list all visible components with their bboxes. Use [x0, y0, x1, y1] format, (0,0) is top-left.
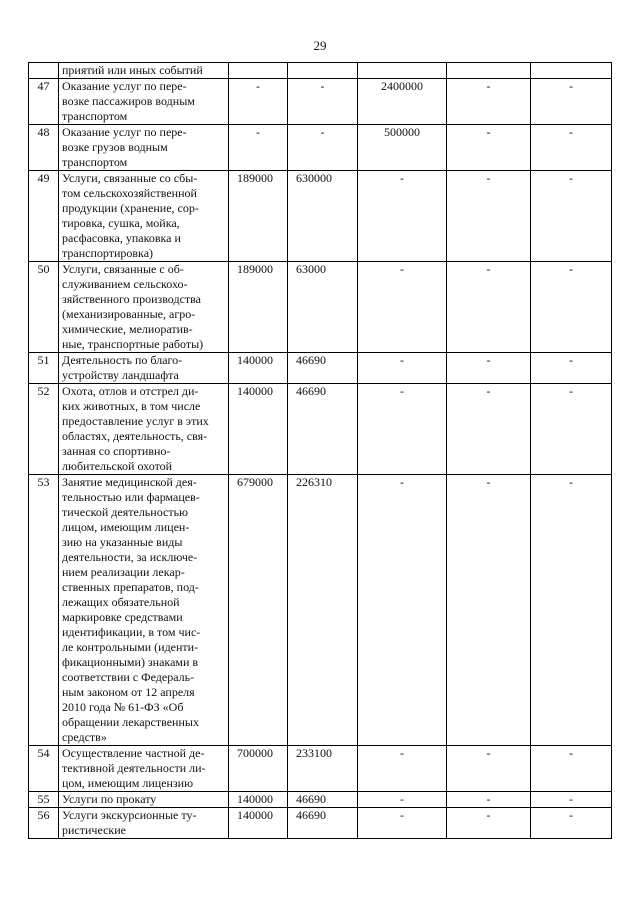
row-number: 56	[29, 808, 59, 839]
value-cell: -	[447, 353, 531, 384]
value-cell: -	[531, 746, 612, 792]
activity-description: Оказание услуг по пере- возке грузов водным транспортом	[59, 125, 229, 171]
activity-description: Деятельность по благо- устройству ландшафта	[59, 353, 229, 384]
value-cell: -	[531, 384, 612, 475]
table-row	[29, 808, 612, 839]
row-number: 49	[29, 171, 59, 262]
value-cell: 140000	[229, 384, 288, 475]
value-cell: 46690	[288, 792, 358, 808]
activity-description: Услуги по прокату	[59, 792, 229, 808]
value-cell: -	[531, 171, 612, 262]
value-cell: 189000	[229, 262, 288, 353]
value-cell: -	[358, 792, 447, 808]
value-cell: -	[447, 384, 531, 475]
row-number: 54	[29, 746, 59, 792]
table-row	[29, 384, 612, 475]
row-number: 50	[29, 262, 59, 353]
table-row	[29, 353, 612, 384]
value-cell: -	[531, 125, 612, 171]
value-cell: 189000	[229, 171, 288, 262]
page-number: 29	[313, 38, 327, 53]
value-cell: -	[447, 746, 531, 792]
value-cell: -	[531, 475, 612, 746]
activity-description: Услуги экскурсионные ту- ристические	[59, 808, 229, 839]
value-cell: -	[229, 79, 288, 125]
value-cell	[358, 63, 447, 79]
value-cell: -	[447, 79, 531, 125]
row-number: 48	[29, 125, 59, 171]
value-cell: 226310	[288, 475, 358, 746]
value-cell: -	[358, 262, 447, 353]
tax-rates-table	[28, 62, 612, 839]
value-cell: -	[358, 384, 447, 475]
value-cell: -	[447, 262, 531, 353]
value-cell: -	[358, 475, 447, 746]
row-number: 51	[29, 353, 59, 384]
row-number	[29, 63, 59, 79]
table-row	[29, 171, 612, 262]
value-cell	[447, 63, 531, 79]
table-row	[29, 63, 612, 79]
value-cell: -	[358, 808, 447, 839]
value-cell: -	[531, 79, 612, 125]
value-cell: 140000	[229, 808, 288, 839]
value-cell: -	[447, 125, 531, 171]
activity-description: Охота, отлов и отстрел ди- ких животных, в том числе предоставление услуг в этих областях, деятельность, свя- занная со спортивно- любительской охотой	[59, 384, 229, 475]
value-cell: 140000	[229, 353, 288, 384]
row-number: 53	[29, 475, 59, 746]
table-row	[29, 125, 612, 171]
value-cell: 63000	[288, 262, 358, 353]
value-cell: 500000	[358, 125, 447, 171]
value-cell: -	[447, 808, 531, 839]
table-row	[29, 746, 612, 792]
row-number: 52	[29, 384, 59, 475]
value-cell: 700000	[229, 746, 288, 792]
value-cell: 46690	[288, 353, 358, 384]
value-cell	[229, 63, 288, 79]
activity-description: Услуги, связанные с об- служиванием сельскохо- зяйственного производства (механизированные, агро- химические, мелиоратив- ные, транспортные работы)	[59, 262, 229, 353]
value-cell: -	[531, 808, 612, 839]
activity-description: приятий или иных событий	[59, 63, 229, 79]
table-row	[29, 792, 612, 808]
value-cell: 46690	[288, 808, 358, 839]
value-cell: -	[288, 79, 358, 125]
activity-description: Оказание услуг по пере- возке пассажиров водным транспортом	[59, 79, 229, 125]
value-cell: -	[447, 171, 531, 262]
value-cell: -	[358, 171, 447, 262]
table-row	[29, 262, 612, 353]
value-cell: -	[358, 746, 447, 792]
value-cell: -	[358, 353, 447, 384]
value-cell	[531, 63, 612, 79]
value-cell: -	[229, 125, 288, 171]
table-row	[29, 475, 612, 746]
value-cell: -	[288, 125, 358, 171]
value-cell: -	[447, 475, 531, 746]
table-row	[29, 79, 612, 125]
value-cell: 46690	[288, 384, 358, 475]
value-cell: 679000	[229, 475, 288, 746]
activity-description: Осуществление частной де- тективной деятельности ли- цом, имеющим лицензию	[59, 746, 229, 792]
value-cell: -	[531, 262, 612, 353]
row-number: 47	[29, 79, 59, 125]
value-cell: -	[531, 792, 612, 808]
value-cell: 233100	[288, 746, 358, 792]
value-cell: -	[447, 792, 531, 808]
value-cell: 140000	[229, 792, 288, 808]
value-cell	[288, 63, 358, 79]
activity-description: Услуги, связанные со сбы- том сельскохозяйственной продукции (хранение, сор- тировка, сушка, мойка, расфасовка, упаковка и транспортировка)	[59, 171, 229, 262]
row-number: 55	[29, 792, 59, 808]
value-cell: -	[531, 353, 612, 384]
value-cell: 2400000	[358, 79, 447, 125]
activity-description: Занятие медицинской дея- тельностью или фармацев- тической деятельностью лицом, имеющим лицен- зию на указанные виды деятельности, за исключе- нием реализации лекар- ственных препаратов, под- лежащих обязательной маркировке средствами идентификации, в том чис- ле контрольными (иденти- фикационными) знаками в соответствии с Федераль- ным законом от 12 апреля 2010 года № 61-ФЗ «Об обращении лекарственных средств»	[59, 475, 229, 746]
value-cell: 630000	[288, 171, 358, 262]
